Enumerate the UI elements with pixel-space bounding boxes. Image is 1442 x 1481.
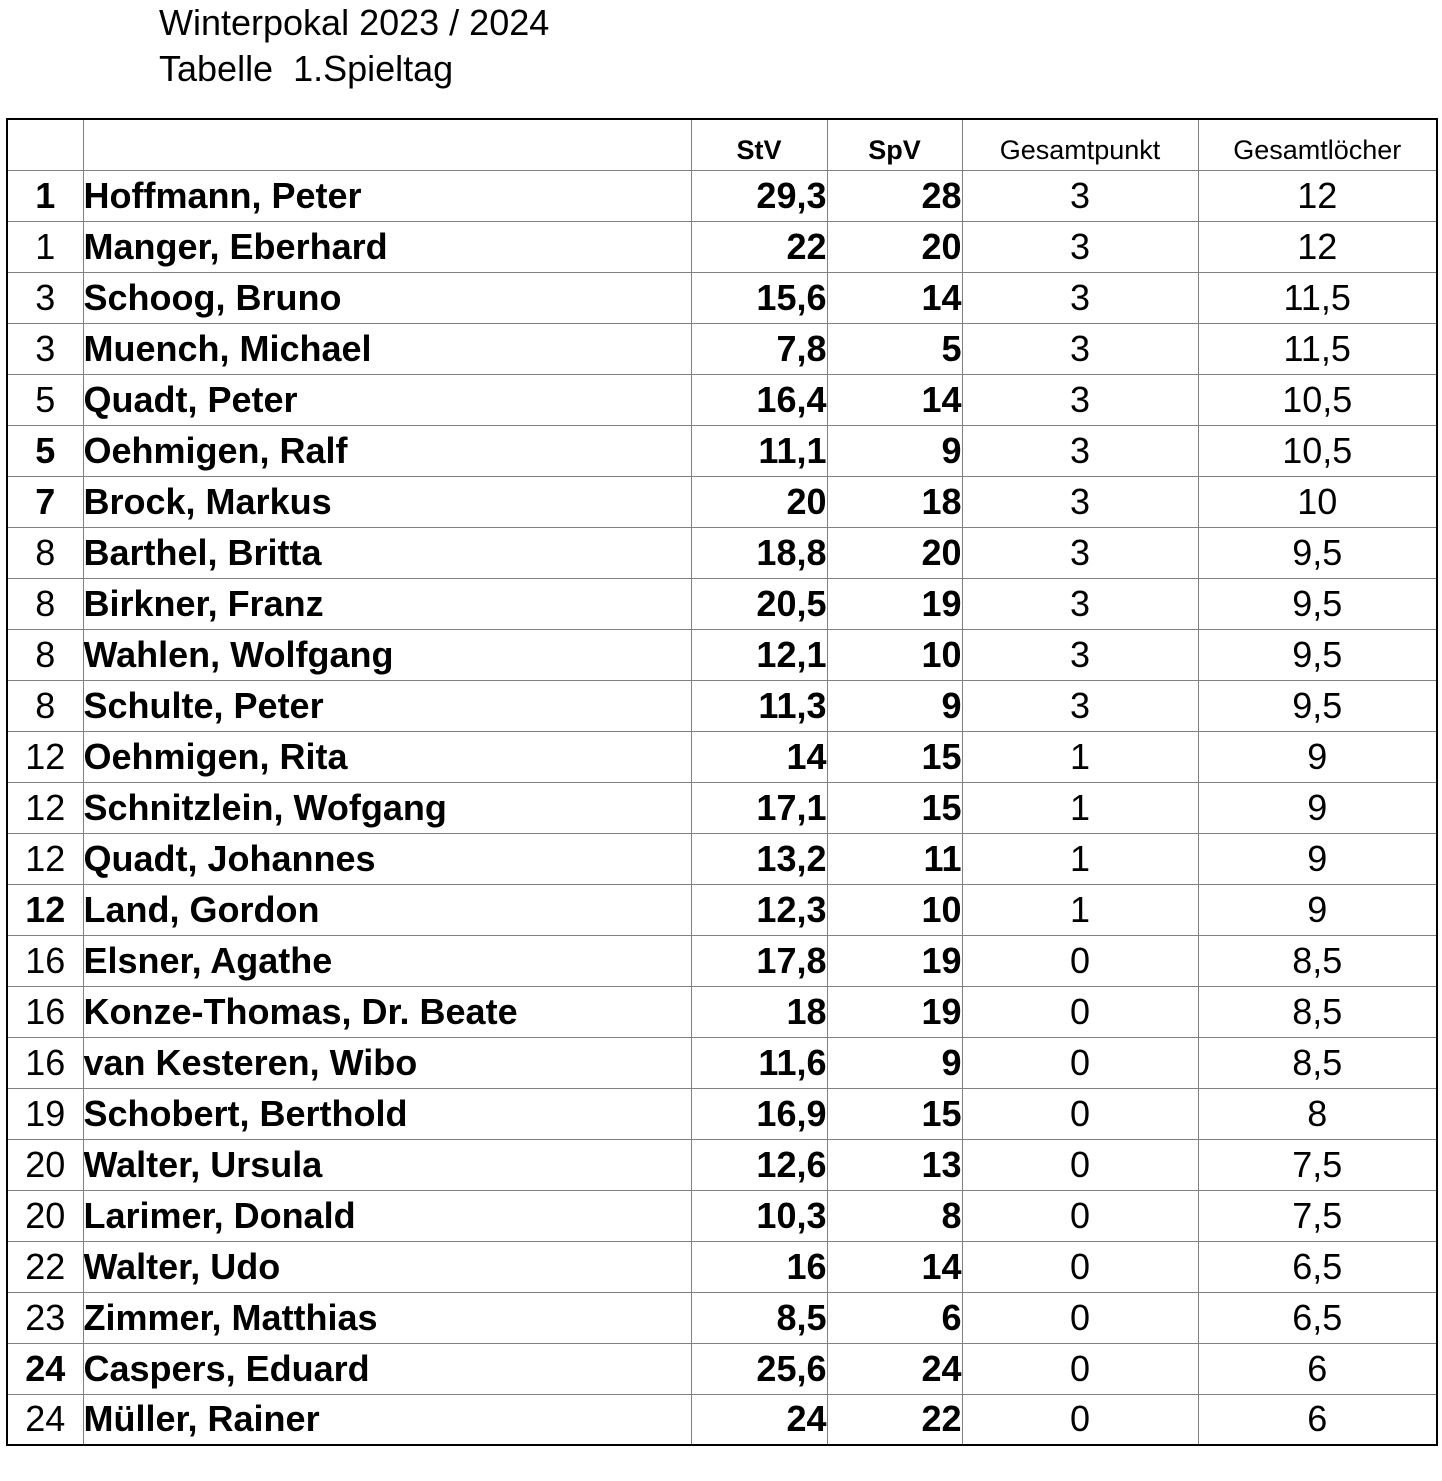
player-name-cell: Manger, Eberhard — [83, 221, 691, 272]
stv-cell: 29,3 — [691, 170, 827, 221]
header-stv: StV — [691, 119, 827, 170]
table-row — [7, 1343, 1437, 1394]
rank-cell: 20 — [7, 1139, 83, 1190]
spv-cell: 18 — [827, 476, 962, 527]
stv-cell: 16,4 — [691, 374, 827, 425]
player-name-cell: Land, Gordon — [83, 884, 691, 935]
spv-cell: 8 — [827, 1190, 962, 1241]
stv-cell: 17,8 — [691, 935, 827, 986]
spv-cell: 15 — [827, 782, 962, 833]
spv-cell: 9 — [827, 425, 962, 476]
gesamtloecher-cell: 10 — [1198, 476, 1437, 527]
rank-cell: 8 — [7, 629, 83, 680]
player-name-cell: Brock, Markus — [83, 476, 691, 527]
spv-cell: 19 — [827, 578, 962, 629]
rank-cell: 16 — [7, 986, 83, 1037]
table-row — [7, 1139, 1437, 1190]
spv-cell: 9 — [827, 680, 962, 731]
player-name-cell: van Kesteren, Wibo — [83, 1037, 691, 1088]
stv-cell: 20,5 — [691, 578, 827, 629]
gesamtpunkt-cell: 3 — [962, 272, 1198, 323]
rank-cell: 1 — [7, 170, 83, 221]
gesamtpunkt-cell: 0 — [962, 986, 1198, 1037]
gesamtpunkt-cell: 0 — [962, 1190, 1198, 1241]
page-title: Winterpokal 2023 / 2024 — [159, 2, 550, 43]
gesamtloecher-cell: 6,5 — [1198, 1292, 1437, 1343]
rank-cell: 3 — [7, 323, 83, 374]
table-row — [7, 731, 1437, 782]
stv-cell: 10,3 — [691, 1190, 827, 1241]
table-row — [7, 1241, 1437, 1292]
stv-cell: 25,6 — [691, 1343, 827, 1394]
gesamtpunkt-cell: 0 — [962, 1139, 1198, 1190]
player-name-cell: Elsner, Agathe — [83, 935, 691, 986]
gesamtpunkt-cell: 3 — [962, 578, 1198, 629]
gesamtloecher-cell: 12 — [1198, 221, 1437, 272]
player-name-cell: Caspers, Eduard — [83, 1343, 691, 1394]
gesamtpunkt-cell: 3 — [962, 476, 1198, 527]
player-name-cell: Schoog, Bruno — [83, 272, 691, 323]
spv-cell: 14 — [827, 374, 962, 425]
table-row — [7, 833, 1437, 884]
gesamtloecher-cell: 8 — [1198, 1088, 1437, 1139]
stv-cell: 8,5 — [691, 1292, 827, 1343]
gesamtloecher-cell: 10,5 — [1198, 374, 1437, 425]
table-row — [7, 782, 1437, 833]
spv-cell: 5 — [827, 323, 962, 374]
table-row — [7, 272, 1437, 323]
stv-cell: 11,3 — [691, 680, 827, 731]
gesamtloecher-cell: 8,5 — [1198, 986, 1437, 1037]
gesamtloecher-cell: 9,5 — [1198, 527, 1437, 578]
table-row — [7, 1037, 1437, 1088]
gesamtpunkt-cell: 0 — [962, 1241, 1198, 1292]
spv-cell: 20 — [827, 527, 962, 578]
player-name-cell: Oehmigen, Rita — [83, 731, 691, 782]
rank-cell: 8 — [7, 527, 83, 578]
table-row — [7, 1088, 1437, 1139]
gesamtloecher-cell: 11,5 — [1198, 323, 1437, 374]
gesamtloecher-cell: 6 — [1198, 1343, 1437, 1394]
stv-cell: 18,8 — [691, 527, 827, 578]
stv-cell: 11,1 — [691, 425, 827, 476]
table-row — [7, 527, 1437, 578]
table-row — [7, 221, 1437, 272]
gesamtloecher-cell: 12 — [1198, 170, 1437, 221]
stv-cell: 13,2 — [691, 833, 827, 884]
spv-cell: 13 — [827, 1139, 962, 1190]
gesamtloecher-cell: 9 — [1198, 782, 1437, 833]
spv-cell: 14 — [827, 1241, 962, 1292]
player-name-cell: Quadt, Peter — [83, 374, 691, 425]
gesamtloecher-cell: 6,5 — [1198, 1241, 1437, 1292]
gesamtloecher-cell: 9 — [1198, 884, 1437, 935]
table-row — [7, 476, 1437, 527]
standings-table — [6, 118, 1438, 1446]
rank-cell: 8 — [7, 578, 83, 629]
rank-cell: 7 — [7, 476, 83, 527]
stv-cell: 16 — [691, 1241, 827, 1292]
header-rank — [7, 119, 83, 170]
header-name — [83, 119, 691, 170]
gesamtpunkt-cell: 0 — [962, 1037, 1198, 1088]
gesamtloecher-cell: 8,5 — [1198, 1037, 1437, 1088]
gesamtpunkt-cell: 1 — [962, 782, 1198, 833]
gesamtloecher-cell: 9 — [1198, 731, 1437, 782]
player-name-cell: Muench, Michael — [83, 323, 691, 374]
table-row — [7, 578, 1437, 629]
stv-cell: 18 — [691, 986, 827, 1037]
player-name-cell: Schnitzlein, Wofgang — [83, 782, 691, 833]
rank-cell: 12 — [7, 782, 83, 833]
title-block — [159, 0, 549, 92]
table-row — [7, 374, 1437, 425]
table-row — [7, 323, 1437, 374]
standings-body — [7, 170, 1437, 1445]
table-row — [7, 1292, 1437, 1343]
stv-cell: 7,8 — [691, 323, 827, 374]
player-name-cell: Birkner, Franz — [83, 578, 691, 629]
player-name-cell: Wahlen, Wolfgang — [83, 629, 691, 680]
gesamtloecher-cell: 9,5 — [1198, 578, 1437, 629]
gesamtpunkt-cell: 3 — [962, 527, 1198, 578]
player-name-cell: Müller, Rainer — [83, 1394, 691, 1445]
player-name-cell: Schulte, Peter — [83, 680, 691, 731]
spv-cell: 15 — [827, 731, 962, 782]
rank-cell: 24 — [7, 1343, 83, 1394]
gesamtpunkt-cell: 0 — [962, 1292, 1198, 1343]
stv-cell: 12,6 — [691, 1139, 827, 1190]
rank-cell: 8 — [7, 680, 83, 731]
rank-cell: 12 — [7, 833, 83, 884]
stv-cell: 14 — [691, 731, 827, 782]
player-name-cell: Schobert, Berthold — [83, 1088, 691, 1139]
rank-cell: 5 — [7, 425, 83, 476]
gesamtloecher-cell: 9,5 — [1198, 629, 1437, 680]
player-name-cell: Walter, Ursula — [83, 1139, 691, 1190]
stv-cell: 24 — [691, 1394, 827, 1445]
spv-cell: 19 — [827, 986, 962, 1037]
gesamtloecher-cell: 7,5 — [1198, 1190, 1437, 1241]
stv-cell: 17,1 — [691, 782, 827, 833]
gesamtpunkt-cell: 1 — [962, 884, 1198, 935]
table-row — [7, 884, 1437, 935]
rank-cell: 24 — [7, 1394, 83, 1445]
header-gesamtpunkt: Gesamtpunkt — [962, 119, 1198, 170]
table-row — [7, 986, 1437, 1037]
spv-cell: 14 — [827, 272, 962, 323]
stv-cell: 20 — [691, 476, 827, 527]
table-row — [7, 170, 1437, 221]
gesamtpunkt-cell: 3 — [962, 221, 1198, 272]
gesamtloecher-cell: 10,5 — [1198, 425, 1437, 476]
player-name-cell: Zimmer, Matthias — [83, 1292, 691, 1343]
player-name-cell: Quadt, Johannes — [83, 833, 691, 884]
gesamtloecher-cell: 9 — [1198, 833, 1437, 884]
gesamtpunkt-cell: 0 — [962, 1343, 1198, 1394]
stv-cell: 16,9 — [691, 1088, 827, 1139]
gesamtloecher-cell: 7,5 — [1198, 1139, 1437, 1190]
gesamtpunkt-cell: 1 — [962, 731, 1198, 782]
spv-cell: 24 — [827, 1343, 962, 1394]
rank-cell: 19 — [7, 1088, 83, 1139]
rank-cell: 16 — [7, 1037, 83, 1088]
gesamtpunkt-cell: 0 — [962, 935, 1198, 986]
table-header-row — [7, 119, 1437, 170]
stv-cell: 22 — [691, 221, 827, 272]
spv-cell: 15 — [827, 1088, 962, 1139]
player-name-cell: Barthel, Britta — [83, 527, 691, 578]
rank-cell: 23 — [7, 1292, 83, 1343]
gesamtloecher-cell: 11,5 — [1198, 272, 1437, 323]
spv-cell: 19 — [827, 935, 962, 986]
spv-cell: 20 — [827, 221, 962, 272]
table-row — [7, 1394, 1437, 1445]
stv-cell: 12,3 — [691, 884, 827, 935]
rank-cell: 12 — [7, 884, 83, 935]
gesamtpunkt-cell: 3 — [962, 425, 1198, 476]
spv-cell: 6 — [827, 1292, 962, 1343]
gesamtpunkt-cell: 3 — [962, 323, 1198, 374]
player-name-cell: Hoffmann, Peter — [83, 170, 691, 221]
player-name-cell: Oehmigen, Ralf — [83, 425, 691, 476]
table-row — [7, 629, 1437, 680]
table-row — [7, 1190, 1437, 1241]
player-name-cell: Konze-Thomas, Dr. Beate — [83, 986, 691, 1037]
gesamtpunkt-cell: 3 — [962, 170, 1198, 221]
header-spv: SpV — [827, 119, 962, 170]
gesamtpunkt-cell: 1 — [962, 833, 1198, 884]
rank-cell: 1 — [7, 221, 83, 272]
rank-cell: 20 — [7, 1190, 83, 1241]
spv-cell: 9 — [827, 1037, 962, 1088]
gesamtpunkt-cell: 3 — [962, 680, 1198, 731]
header-gesamtloecher: Gesamtlöcher — [1198, 119, 1437, 170]
gesamtpunkt-cell: 3 — [962, 629, 1198, 680]
spv-cell: 10 — [827, 629, 962, 680]
player-name-cell: Larimer, Donald — [83, 1190, 691, 1241]
rank-cell: 5 — [7, 374, 83, 425]
stv-cell: 12,1 — [691, 629, 827, 680]
spv-cell: 28 — [827, 170, 962, 221]
stv-cell: 11,6 — [691, 1037, 827, 1088]
spv-cell: 22 — [827, 1394, 962, 1445]
table-row — [7, 935, 1437, 986]
rank-cell: 16 — [7, 935, 83, 986]
table-row — [7, 425, 1437, 476]
stv-cell: 15,6 — [691, 272, 827, 323]
gesamtpunkt-cell: 0 — [962, 1088, 1198, 1139]
spv-cell: 11 — [827, 833, 962, 884]
rank-cell: 3 — [7, 272, 83, 323]
rank-cell: 22 — [7, 1241, 83, 1292]
gesamtpunkt-cell: 3 — [962, 374, 1198, 425]
table-row — [7, 680, 1437, 731]
spv-cell: 10 — [827, 884, 962, 935]
gesamtloecher-cell: 8,5 — [1198, 935, 1437, 986]
rank-cell: 12 — [7, 731, 83, 782]
gesamtloecher-cell: 6 — [1198, 1394, 1437, 1445]
gesamtpunkt-cell: 0 — [962, 1394, 1198, 1445]
gesamtloecher-cell: 9,5 — [1198, 680, 1437, 731]
player-name-cell: Walter, Udo — [83, 1241, 691, 1292]
page-subtitle: Tabelle 1.Spieltag — [159, 48, 454, 89]
